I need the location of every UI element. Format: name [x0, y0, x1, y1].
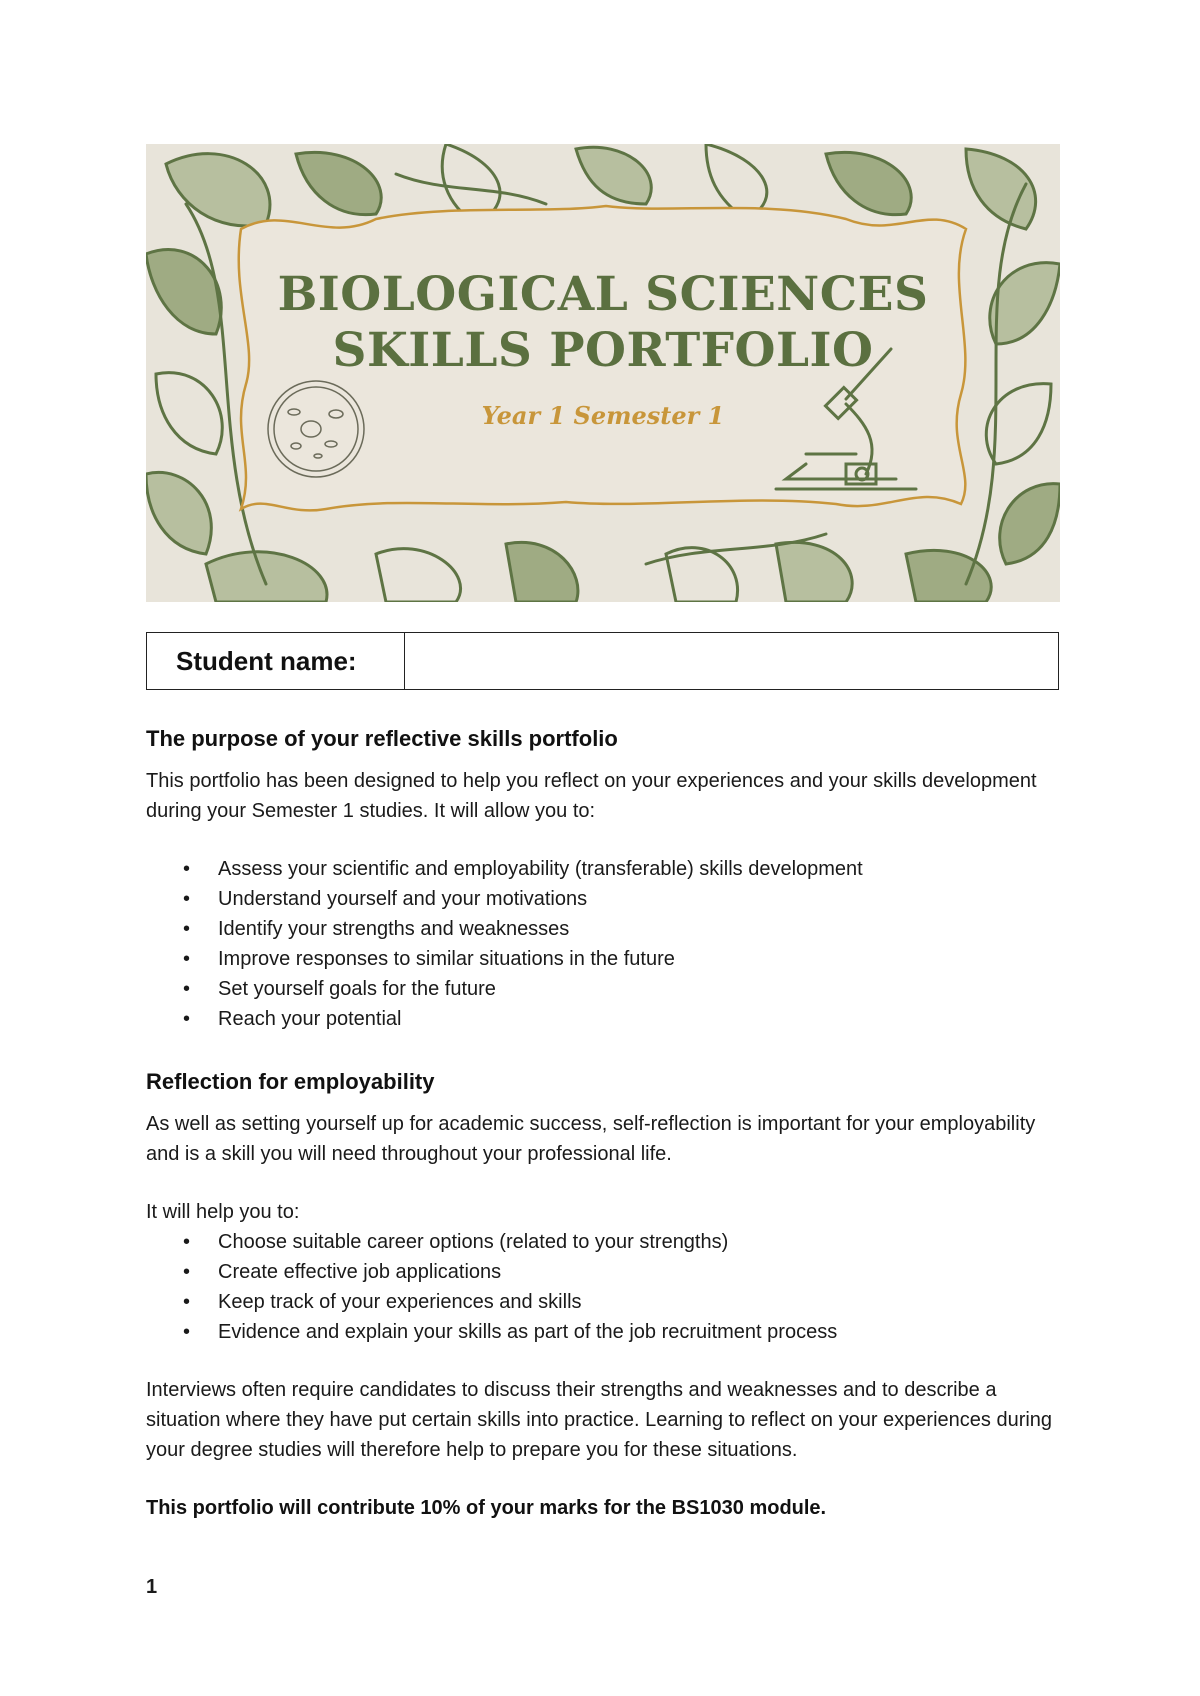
bullet-icon: • — [183, 948, 191, 970]
list-item: • Understand yourself and your motivations — [146, 884, 1066, 914]
purpose-heading: The purpose of your reflective skills portfolio — [146, 726, 618, 751]
banner-title-line1: BIOLOGICAL SCIENCES — [277, 267, 929, 322]
student-name-field[interactable] — [405, 633, 1058, 689]
employability-bullet-list — [146, 1227, 1066, 1347]
student-name-table — [146, 632, 1059, 690]
bullet-icon: • — [183, 858, 191, 880]
purpose-bullet-list — [146, 854, 1066, 1034]
employability-section — [146, 1067, 1066, 1523]
bullet-icon: • — [183, 1231, 191, 1253]
bullet-icon: • — [183, 1008, 191, 1030]
interviews-paragraph: Interviews often require candidates to discuss their strengths and weaknesses and to describe a situation where they have put certain skills into practice. Learning to reflect on your experiences during your degree studies will therefore help to prepare you for these situations. — [146, 1379, 1053, 1461]
list-item: • Evidence and explain your skills as part of the job recruitment process — [146, 1317, 1066, 1347]
list-item: • Reach your potential — [146, 1004, 1066, 1034]
title-banner — [146, 144, 1060, 602]
bullet-icon: • — [183, 1291, 191, 1313]
list-item: • Identify your strengths and weaknesses — [146, 914, 1066, 944]
employability-heading: Reflection for employability — [146, 1069, 435, 1094]
bullet-icon: • — [183, 978, 191, 1000]
purpose-intro: This portfolio has been designed to help you reflect on your experiences and your skills development during your Semester 1 studies. It will allow you to: — [146, 770, 1037, 822]
list-item: • Create effective job applications — [146, 1257, 1066, 1287]
list-item: • Set yourself goals for the future — [146, 974, 1066, 1004]
banner-subtitle: Year 1 Semester 1 — [481, 401, 725, 430]
employability-lead: It will help you to: — [146, 1201, 300, 1223]
list-item: • Choose suitable career options (related to your strengths) — [146, 1227, 1066, 1257]
bullet-icon: • — [183, 1261, 191, 1283]
list-item: • Assess your scientific and employability (transferable) skills development — [146, 854, 1066, 884]
list-item: • Improve responses to similar situations in the future — [146, 944, 1066, 974]
banner-title-line2: SKILLS PORTFOLIO — [332, 323, 874, 378]
contribution-note: This portfolio will contribute 10% of your marks for the BS1030 module. — [146, 1497, 827, 1519]
student-name-label: Student name: — [147, 633, 405, 689]
bullet-icon: • — [183, 888, 191, 910]
page-number: 1 — [146, 1576, 158, 1598]
bullet-icon: • — [183, 1321, 191, 1343]
list-item: • Keep track of your experiences and skills — [146, 1287, 1066, 1317]
bullet-icon: • — [183, 918, 191, 940]
employability-paragraph: As well as setting yourself up for academic success, self-reflection is important for your employability and is a skill you will need throughout your professional life. — [146, 1113, 1036, 1165]
purpose-section — [146, 724, 1066, 1034]
